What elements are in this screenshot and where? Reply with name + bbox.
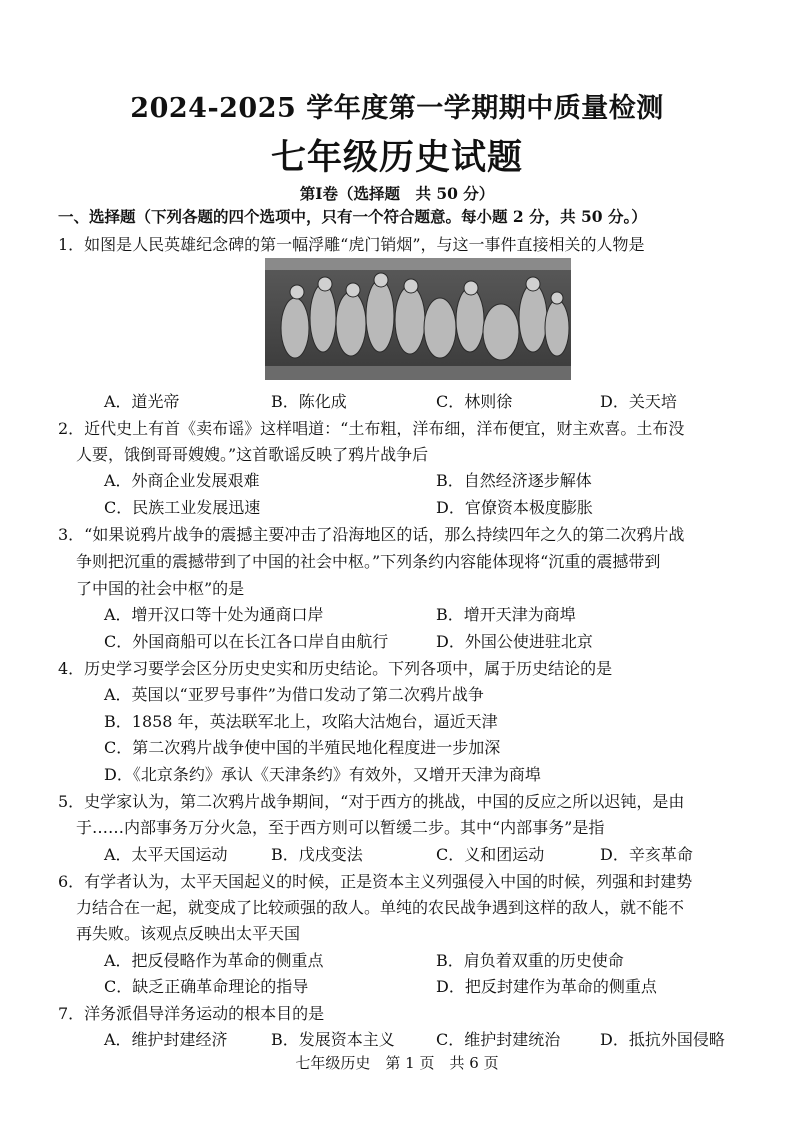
question-3-line-3: 了中国的社会中枢”的是 — [76, 579, 245, 598]
page-footer: 七年级历史 第 1 页 共 6 页 — [295, 1054, 499, 1072]
question-5-option-c: C．义和团运动 — [436, 845, 545, 864]
section-heading: 一、选择题（下列各题的四个选项中，只有一个符合题意。每小题 2 分，共 50 分。） — [58, 207, 647, 226]
question-1-option-a: A．道光帝 — [104, 392, 180, 411]
question-2-option-c: C．民族工业发展迅速 — [104, 498, 261, 517]
question-3-line-1: 3．“如果说鸦片战争的震撼主要冲击了沿海地区的话，那么持续四年之久的第二次鸦片战 — [58, 525, 685, 544]
question-6-option-b: B．肩负着双重的历史使命 — [436, 951, 624, 970]
question-2-option-d: D．官僚资本极度膨胀 — [436, 498, 593, 517]
question-5-option-b: B．戊戌变法 — [271, 845, 363, 864]
exam-subject-title: 七年级历史试题 — [270, 137, 523, 178]
question-3-option-a: A．增开汉口等十处为通商口岸 — [104, 605, 324, 624]
relief-sculpture-image — [265, 258, 571, 380]
question-6-line-1: 6．有学者认为，太平天国起义的时候，正是资本主义列强侵入中国的时候，列强和封建势 — [58, 872, 693, 891]
question-6-option-c: C．缺乏正确革命理论的指导 — [104, 977, 309, 996]
question-4-line-1: 4．历史学习要学会区分历史史实和历史结论。下列各项中，属于历史结论的是 — [58, 659, 613, 678]
question-1-option-c: C．林则徐 — [436, 392, 513, 411]
question-3-line-2: 争则把沉重的震撼带到了中国的社会中枢。”下列条约内容能体现将“沉重的震撼带到 — [76, 552, 661, 571]
question-4-option-d: D．《北京条约》承认《天津条约》有效外，又增开天津为商埠 — [104, 765, 541, 784]
question-1-option-d: D．关天培 — [600, 392, 677, 411]
question-1-stem: 1．如图是人民英雄纪念碑的第一幅浮雕“虎门销烟”，与这一事件直接相关的人物是 — [58, 235, 645, 254]
question-5-option-d: D．辛亥革命 — [600, 845, 693, 864]
question-4-option-c: C．第二次鸦片战争使中国的半殖民地化程度进一步加深 — [104, 738, 501, 757]
question-5-option-a: A．太平天国运动 — [104, 845, 228, 864]
question-7-option-a: A．维护封建经济 — [104, 1030, 228, 1049]
question-3-option-b: B．增开天津为商埠 — [436, 605, 576, 624]
question-7-option-b: B．发展资本主义 — [271, 1030, 395, 1049]
question-6-line-2: 力结合在一起，就变成了比较顽强的敌人。单纯的农民战争遇到这样的敌人，就不能不 — [76, 898, 685, 917]
question-6-option-d: D．把反封建作为革命的侧重点 — [436, 977, 657, 996]
exam-term-title: 2024-2025 学年度第一学期期中质量检测 — [130, 93, 664, 124]
question-5-line-2: 于……内部事务万分火急，至于西方则可以暂缓二步。其中“内部事务”是指 — [76, 818, 605, 837]
question-6-line-3: 再失败。该观点反映出太平天国 — [76, 924, 301, 943]
question-6-option-a: A．把反侵略作为革命的侧重点 — [104, 951, 324, 970]
volume-title: 第Ⅰ卷（选择题 共 50 分） — [299, 184, 495, 203]
question-5-line-1: 5．史学家认为，第二次鸦片战争期间，“对于西方的挑战，中国的反应之所以迟钝，是由 — [58, 792, 685, 811]
question-2-line-2: 人要，饿倒哥哥嫂嫂。”这首歌谣反映了鸦片战争后 — [76, 445, 429, 464]
question-3-option-d: D．外国公使进驻北京 — [436, 632, 593, 651]
question-4-option-a: A．英国以“亚罗号事件”为借口发动了第二次鸦片战争 — [104, 685, 484, 704]
question-1-option-b: B．陈化成 — [271, 392, 347, 411]
question-2-line-1: 2．近代史上有首《卖布谣》这样唱道：“土布粗，洋布细，洋布便宜，财主欢喜。土布没 — [58, 419, 685, 438]
question-3-option-c: C．外国商船可以在长江各口岸自由航行 — [104, 632, 389, 651]
question-2-option-b: B．自然经济逐步解体 — [436, 471, 592, 490]
question-7-option-c: C．维护封建统治 — [436, 1030, 561, 1049]
relief-sculpture-drawing — [265, 258, 571, 380]
question-4-option-b: B．1858 年，英法联军北上，攻陷大沽炮台，逼近天津 — [104, 712, 498, 731]
question-2-option-a: A．外商企业发展艰难 — [104, 471, 260, 490]
question-7-line-1: 7．洋务派倡导洋务运动的根本目的是 — [58, 1004, 325, 1023]
question-7-option-d: D．抵抗外国侵略 — [600, 1030, 725, 1049]
